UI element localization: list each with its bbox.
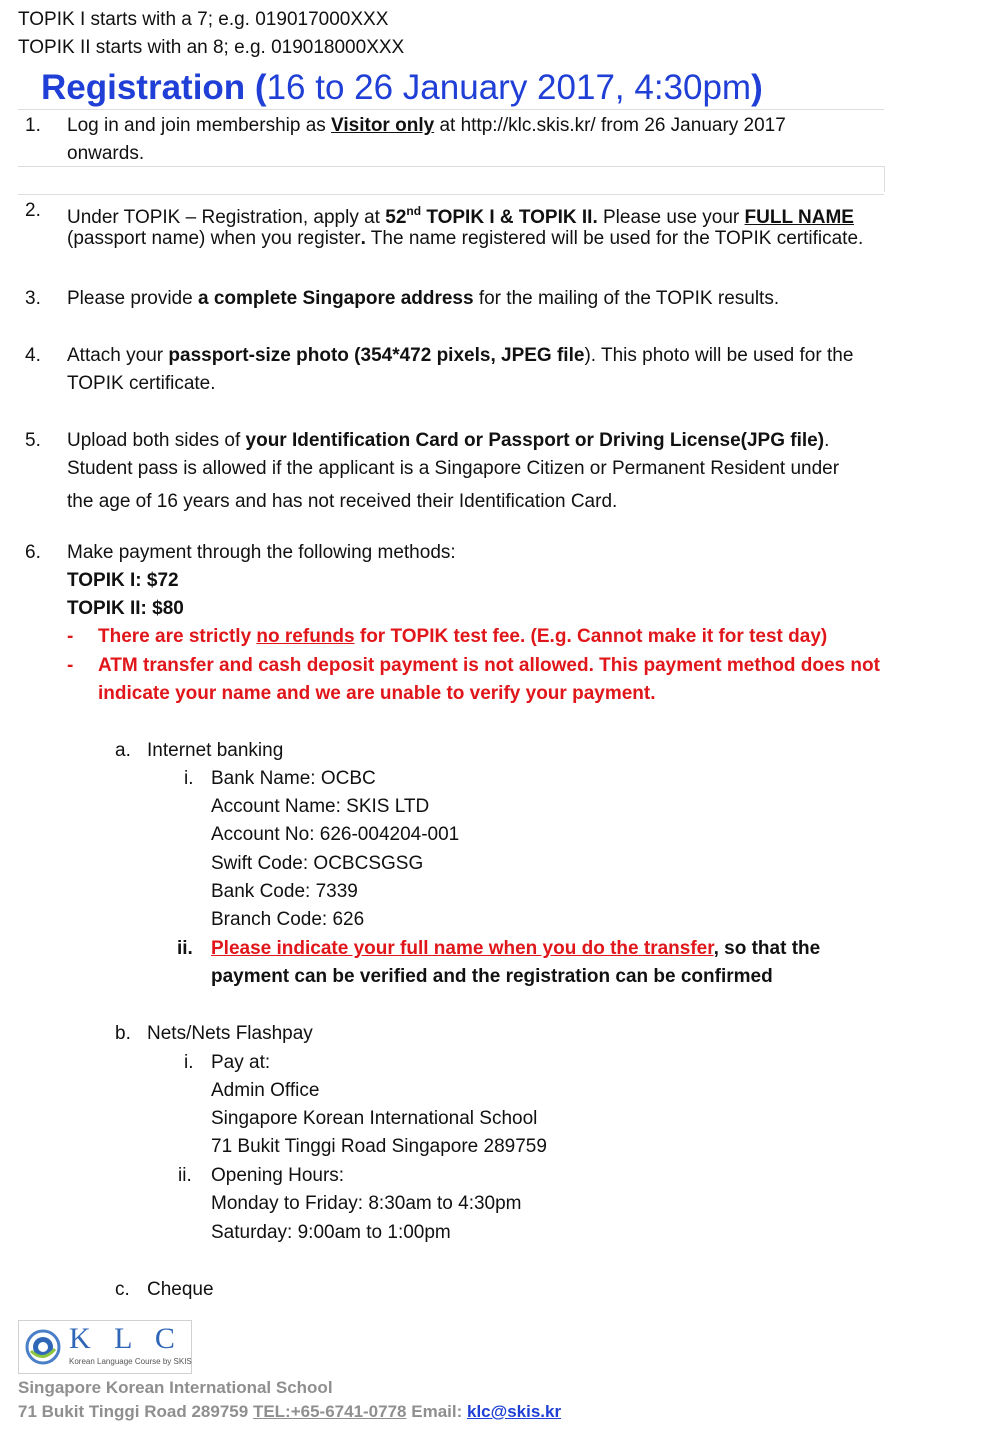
step-2-number: 2.	[25, 200, 41, 221]
step-4-text-c: ). This photo will be used for the	[584, 345, 854, 366]
step-1-number: 1.	[25, 115, 41, 136]
opening-hours: Opening Hours:	[211, 1165, 345, 1186]
method-cheque: Cheque	[147, 1279, 214, 1300]
visitor-only: Visitor only	[331, 115, 435, 136]
method-a-letter: a.	[115, 740, 131, 761]
step-1-text-line2: onwards.	[67, 143, 145, 164]
warning-dash-1: -	[67, 626, 74, 647]
method-nets: Nets/Nets Flashpay	[147, 1023, 313, 1044]
warning-1-c: for TOPIK test fee. (E.g. Cannot make it for test day)	[354, 626, 828, 647]
fee-topik-2: TOPIK II: $80	[67, 598, 184, 619]
footer-email-label: Email:	[406, 1402, 467, 1421]
step-3-text-c: for the mailing of the TOPIK results.	[473, 288, 780, 309]
step-2-period: .	[360, 228, 366, 249]
title-registration: Registration (	[41, 68, 267, 107]
id-documents: your Identification Card or Passport or Driving License(JPG file)	[245, 430, 825, 451]
step-5-text	[67, 427, 829, 455]
warning-no-refunds	[98, 623, 827, 651]
transfer-note	[211, 935, 820, 963]
step-2-text-d: Please use your	[597, 207, 745, 228]
step-2-text-f: (passport name) when you register	[67, 228, 361, 249]
klc-logo-subtitle: Korean Language Course by SKIS	[69, 1357, 192, 1366]
fee-topik-1: TOPIK I: $72	[67, 570, 179, 591]
step-5-period: .	[824, 430, 830, 451]
klc-logo-icon	[23, 1327, 63, 1367]
transfer-note-red: Please indicate your full name when you do the transfer	[211, 938, 714, 959]
step-4-number: 4.	[25, 345, 41, 366]
method-internet-banking: Internet banking	[147, 740, 284, 761]
school-name: Singapore Korean International School	[211, 1108, 538, 1129]
step-1-text-a: Log in and join membership as	[67, 115, 332, 136]
warning-dash-2: -	[67, 655, 74, 676]
table-border-mid	[18, 166, 884, 167]
method-a-i: i.	[184, 768, 194, 789]
intro-line-topik1: TOPIK I starts with a 7; e.g. 019017000XXX	[18, 9, 389, 30]
transfer-note-line2: payment can be verified and the registration can be confirmed	[211, 966, 773, 987]
step-5-text-line2: Student pass is allowed if the applicant is a Singapore Citizen or Permanent Resident under	[67, 458, 840, 479]
transfer-note-rest: , so that the	[713, 938, 821, 959]
method-b-i: i.	[184, 1052, 194, 1073]
intro-line-topik2: TOPIK II starts with an 8; e.g. 019018000XXX	[18, 37, 405, 58]
method-a-ii: ii.	[177, 938, 193, 959]
step-4-text	[67, 342, 853, 370]
photo-spec: passport-size photo (354*472 pixels, JPEG file	[168, 345, 585, 366]
bank-code: Bank Code: 7339	[211, 881, 358, 902]
step-5-number: 5.	[25, 430, 41, 451]
title-dates: 16 to 26 January 2017, 4:30pm	[266, 68, 752, 107]
swift-code: Swift Code: OCBCSGSG	[211, 853, 424, 874]
footer-address: 71 Bukit Tinggi Road 289759	[18, 1402, 253, 1421]
session-suffix: nd	[406, 204, 422, 218]
method-c-letter: c.	[115, 1279, 130, 1300]
full-name: FULL NAME	[744, 207, 854, 228]
table-border-right	[884, 166, 885, 192]
step-4-text-line2: TOPIK certificate.	[67, 373, 216, 394]
method-b-letter: b.	[115, 1023, 131, 1044]
footer-email-link[interactable]: klc@skis.kr	[466, 1402, 562, 1421]
hours-saturday: Saturday: 9:00am to 1:00pm	[211, 1222, 451, 1243]
step-1-text-c: at http://klc.skis.kr/ from 26 January 2017	[434, 115, 786, 136]
singapore-address: a complete Singapore address	[197, 288, 474, 309]
footer-contact	[18, 1401, 561, 1423]
step-4-text-a: Attach your	[67, 345, 169, 366]
step-3-text-a: Please provide	[67, 288, 198, 309]
topik-levels: TOPIK I & TOPIK II.	[421, 207, 598, 228]
step-6-number: 6.	[25, 542, 41, 563]
no-refunds: no refunds	[256, 626, 355, 647]
method-b-ii: ii.	[178, 1165, 192, 1186]
hours-weekday: Monday to Friday: 8:30am to 4:30pm	[211, 1193, 522, 1214]
table-border-low	[18, 194, 884, 195]
klc-logo	[18, 1320, 192, 1374]
step-2-text-h: The name registered will be used for the TOPIK certificate.	[365, 228, 864, 249]
bank-name: Bank Name: OCBC	[211, 768, 376, 789]
admin-office: Admin Office	[211, 1080, 320, 1101]
title-close-paren: )	[751, 68, 763, 107]
step-2-text-line2	[67, 225, 863, 253]
klc-logo-letters: K L C	[69, 1322, 183, 1355]
step-5-text-a: Upload both sides of	[67, 430, 246, 451]
step-2-text-a: Under TOPIK – Registration, apply at	[67, 207, 386, 228]
step-3-number: 3.	[25, 288, 41, 309]
table-border-top	[18, 109, 884, 110]
step-5-text-line3: the age of 16 years and has not received their Identification Card.	[67, 491, 618, 512]
school-address: 71 Bukit Tinggi Road Singapore 289759	[211, 1136, 547, 1157]
warning-atm: ATM transfer and cash deposit payment is not allowed. This payment method does not	[98, 655, 880, 676]
account-name: Account Name: SKIS LTD	[211, 796, 430, 817]
session-number: 52	[385, 207, 407, 228]
footer-school: Singapore Korean International School	[18, 1378, 333, 1397]
pay-at: Pay at:	[211, 1052, 271, 1073]
page-title	[41, 66, 763, 110]
step-3-text	[67, 285, 779, 313]
footer-tel[interactable]: TEL:+65-6741-0778	[252, 1402, 407, 1421]
step-1-text	[67, 112, 786, 140]
account-no: Account No: 626-004204-001	[211, 824, 460, 845]
step-6-text: Make payment through the following methods:	[67, 542, 456, 563]
branch-code: Branch Code: 626	[211, 909, 365, 930]
warning-atm-line2: indicate your name and we are unable to verify your payment.	[98, 683, 656, 704]
warning-1-a: There are strictly	[98, 626, 257, 647]
